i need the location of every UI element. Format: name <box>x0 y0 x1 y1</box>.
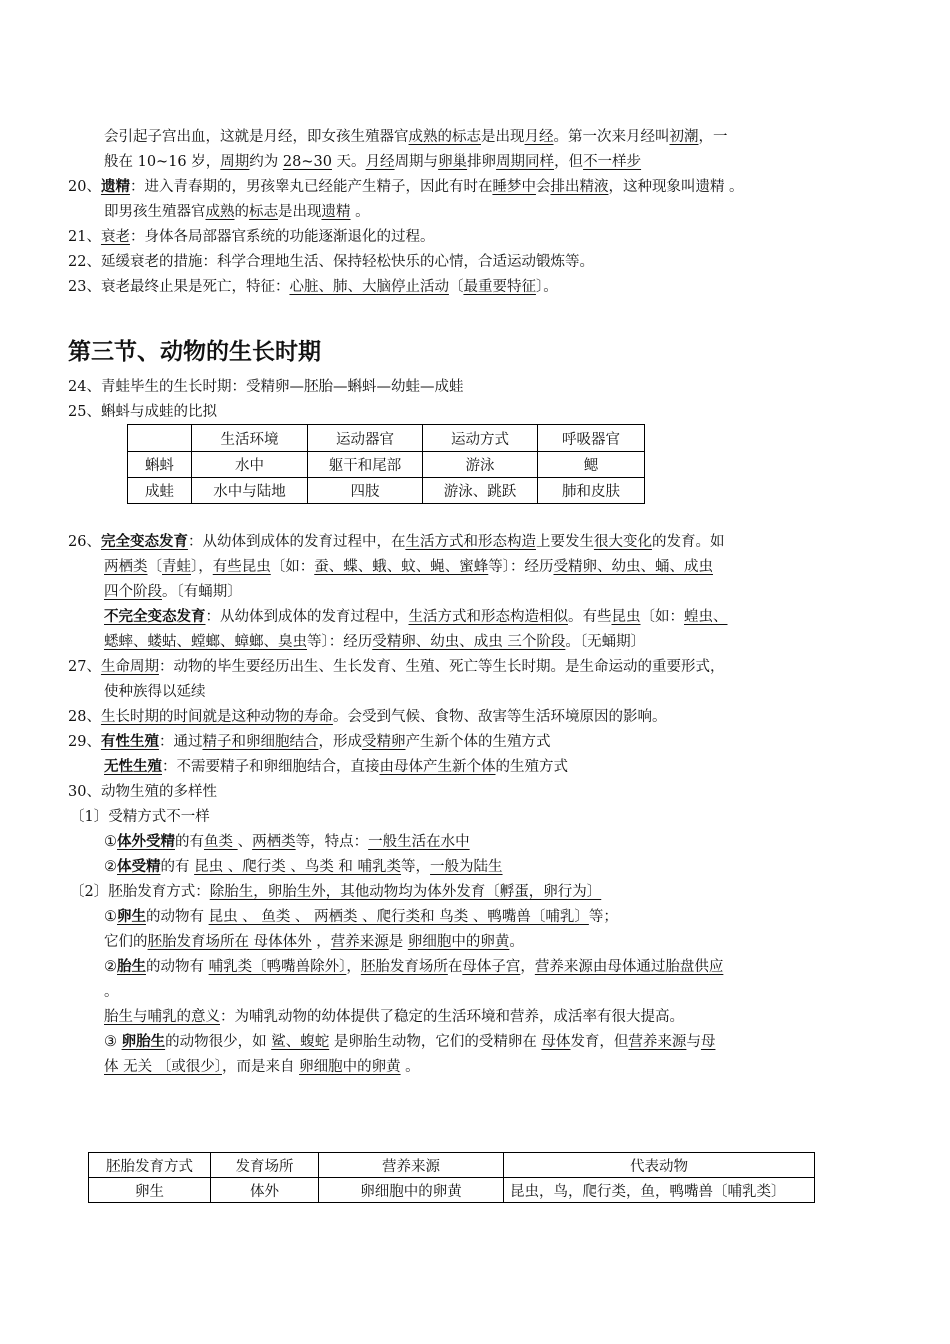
item-26-complete-metamorphosis: 26、完全变态发育：从幼体到成体的发育过程中，在生活方式和形态构造上要发生很大变化的发育。如 <box>68 533 725 550</box>
item-27-life-cycle: 27、生命周期：动物的毕生要经历出生、生长发育、生殖、死亡等生长时期。是生命运动的重要形式， <box>68 659 725 675</box>
table-cell: 四肢 <box>308 478 423 504</box>
item-26-line-5: 蟋蟀、蝼蛄、螳螂、蟑螂、臭虫等〕：经历受精卵、幼虫、成虫 三个阶段。〔无蛹期〕 <box>104 634 646 650</box>
table-header-cell: 营养来源 <box>319 1153 504 1178</box>
table-cell: 躯干和尾部 <box>308 452 423 478</box>
table-cell: 水中 <box>192 452 308 478</box>
table-cell: 卵细胞中的卵黄 <box>319 1178 504 1203</box>
table-cell: 游泳、跳跃 <box>423 478 538 504</box>
tadpole-frog-table <box>127 424 645 504</box>
item-29-asexual-reproduction: 无性生殖：不需要精子和卵细胞结合，直接由母体产生新个体的生殖方式 <box>104 758 568 775</box>
item-20-emission-cont: 即男孩生殖器官成熟的标志是出现遗精 。 <box>104 204 370 220</box>
table-row <box>128 478 645 504</box>
line-menstruation-2: 般在 10~16 岁，周期约为 28~30 天。月经周期与卵巢排卵周期同样，但不一样步 <box>104 154 642 170</box>
item-26-line-2: 两栖类〔青蛙〕，有些昆虫〔如：蚕、蝶、蛾、蚊、蝇、蜜蜂等〕：经历受精卵、幼虫、蛹、成虫 <box>104 559 713 575</box>
table-header-cell: 运动器官 <box>308 425 423 452</box>
item-22-delay-aging: 22、延缓衰老的措施：科学合理地生活、保持轻松快乐的心情，合适运动锻炼等。 <box>68 254 594 270</box>
item-29-sexual-reproduction: 29、有性生殖：通过精子和卵细胞结合，形成受精卵产生新个体的生殖方式 <box>68 733 551 750</box>
table-header-cell: 呼吸器官 <box>538 425 645 452</box>
table-row <box>89 1178 815 1203</box>
item-25-comparison: 25、蝌蚪与成蛙的比拟 <box>68 404 217 420</box>
table-header-cell: 生活环境 <box>192 425 308 452</box>
table-row <box>128 452 645 478</box>
table-cell: 水中与陆地 <box>192 478 308 504</box>
item-26-incomplete-metamorphosis: 不完全变态发育：从幼体到成体的发育过程中，生活方式和形态构造相似。有些昆虫〔如：蝗虫、 <box>104 608 728 625</box>
table-header-cell: 发育场所 <box>211 1153 319 1178</box>
item-30-viviparous-end: 。 <box>104 984 119 1000</box>
item-30-oviparous: ①卵生的动物有 昆虫 、 鱼类 、 两栖类 、爬行类和 鸟类 、鸭嘴兽〔哺乳〕等； <box>104 908 618 925</box>
table-cell: 体外 <box>211 1178 319 1203</box>
table-header-cell: 运动方式 <box>423 425 538 452</box>
item-30-viviparous: ②胎生的动物有 哺乳类〔鸭嘴兽除外〕，胚胎发育场所在母体子宫，营养来源由母体通过胎盘供应 <box>104 958 724 975</box>
item-30-sub-2: 〔2〕胚胎发育方式：除胎生，卵胎生外，其他动物均为体外发育〔孵蛋，卵行为〕 <box>70 884 602 900</box>
table-cell: 鳃 <box>538 452 645 478</box>
item-26-line-3: 四个阶段。〔有蛹期〕 <box>104 584 242 600</box>
item-30-internal-fertilization: ②体受精的有 昆虫 、爬行类 、鸟类 和 哺乳类等，一般为陆生 <box>104 858 503 875</box>
table-cell: 卵生 <box>89 1178 211 1203</box>
table-cell: 肺和皮肤 <box>538 478 645 504</box>
item-30-ovoviviparous-cont: 体 无关 〔或很少〕，而是来自 卵细胞中的卵黄 。 <box>104 1059 420 1075</box>
item-28-growth-period: 28、生长时期的时间就是这种动物的寿命。会受到气候、食物、敌害等生活环境原因的影响。 <box>68 709 667 725</box>
line-menstruation-1: 会引起子宫出血，这就是月经，即女孩生殖器官成熟的标志是出现月经。第一次来月经叫初潮，一 <box>104 129 728 145</box>
table-header-cell <box>128 425 192 452</box>
item-30-external-fertilization: ①体外受精的有鱼类 、两栖类等，特点：一般生活在水中 <box>104 833 470 850</box>
item-20-emission: 20、遗精：进入青春期的，男孩睾丸已经能产生精子，因此有时在睡梦中会排出精液，这种现象叫遗精 。 <box>68 178 744 195</box>
item-24-frog-stages: 24、青蛙毕生的生长时期：受精卵—胚胎—蝌蚪—幼蛙—成蛙 <box>68 379 464 395</box>
item-27-cont: 使种族得以延续 <box>104 684 206 700</box>
item-30-viviparous-meaning: 胎生与哺乳的意义：为哺乳动物的幼体提供了稳定的生活环境和营养，成活率有很大提高。 <box>104 1009 684 1025</box>
item-30-oviparous-cont: 它们的胚胎发育场所在 母体体外 ，营养来源是 卵细胞中的卵黄。 <box>104 934 524 950</box>
item-21-aging: 21、衰老：身体各局部器官系统的功能逐渐退化的过程。 <box>68 229 435 245</box>
section-title: 第三节、动物的生长时期 <box>68 339 321 365</box>
item-30-sub-1: 〔1〕受精方式不一样 <box>70 809 210 825</box>
table-cell: 游泳 <box>423 452 538 478</box>
table-header-cell: 胚胎发育方式 <box>89 1153 211 1178</box>
table-header-cell: 代表动物 <box>504 1153 815 1178</box>
table-cell: 成蛙 <box>128 478 192 504</box>
table-cell: 昆虫，鸟，爬行类，鱼，鸭嘴兽〔哺乳类〕 <box>504 1178 815 1203</box>
item-30-diversity: 30、动物生殖的多样性 <box>68 784 217 800</box>
item-30-ovoviviparous: ③ 卵胎生的动物很少，如 鲨、蝮蛇 是卵胎生动物，它们的受精卵在 母体发育，但营养来源与母 <box>104 1033 716 1050</box>
embryo-development-table <box>88 1152 815 1203</box>
item-23-aging-end: 23、衰老最终止果是死亡，特征：心脏、肺、大脑停止活动〔最重要特征〕。 <box>68 279 558 295</box>
table-cell: 蝌蚪 <box>128 452 192 478</box>
